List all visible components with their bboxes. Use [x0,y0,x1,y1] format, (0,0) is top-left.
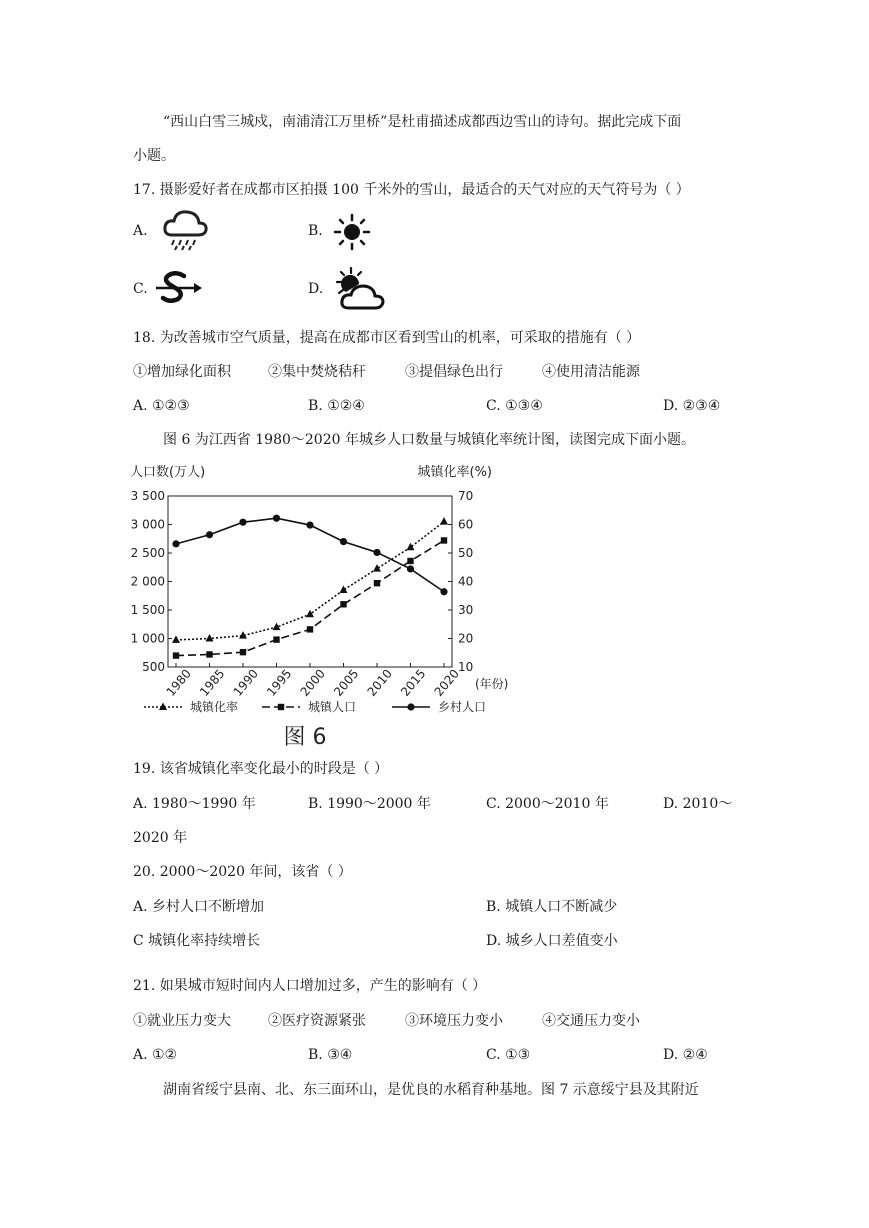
figure-caption: 图 6 [283,725,327,750]
q19-option-b: B. 1990～2000 年 [308,796,431,812]
q21-option-c: C. ①③ [486,1047,531,1063]
x-tick-label: 2005 [331,666,362,699]
series-circle-point [340,538,347,545]
x-tick-label: 1990 [230,666,261,699]
q17-option-b-label: B. [308,223,323,239]
q21-option-a: A. ①② [133,1047,178,1063]
series-triangle-point [172,635,180,643]
q19-option-d-wrap: 2020 年 [133,830,188,846]
series-square-point [374,580,380,586]
series-triangle-point [340,586,348,594]
series-square-point [340,601,346,607]
series-circle-point [440,588,447,595]
series-circle-point [407,565,414,572]
left-tick-label: 1 500 [130,603,165,617]
q21-item-3: ③环境压力变小 [405,1013,503,1029]
q20-option-c: C 城镇化率持续增长 [133,933,261,949]
passage-intro-continued: 小题。 [133,148,175,164]
right-tick-label: 10 [458,660,474,674]
q21-item-4: ④交通压力变小 [542,1013,640,1029]
question-21-stem: 21. 如果城市短时间内人口增加过多，产生的影响有（ ） [133,978,487,994]
q18-option-c: C. ①③④ [486,398,543,414]
q19-option-d: D. 2010～ [663,796,733,812]
sun-icon [333,213,371,251]
series-circle-point [172,540,179,547]
series-square-point [441,537,447,543]
series-square-point [240,649,246,655]
series-triangle-point [239,631,247,639]
question-18-stem: 18. 为改善城市空气质量，提高在成都市区看到雪山的机率，可采取的措施有（ ） [133,330,641,346]
right-tick-label: 70 [458,489,474,503]
legend-circle-label: 乡村人口 [438,700,487,714]
x-tick-label: 2010 [364,666,395,699]
right-tick-label: 20 [458,631,474,646]
series-triangle-point [407,543,415,551]
series-circle-point [273,515,280,522]
x-tick-label: 1980 [163,666,194,699]
q19-option-c: C. 2000～2010 年 [486,796,609,812]
rain-cloud-icon [162,207,210,251]
q21-option-b: B. ③④ [308,1047,353,1063]
right-tick-label: 50 [458,546,474,560]
right-tick-label: 60 [458,517,474,532]
q17-option-c-label: C. [133,281,148,297]
urbanization-chart [130,462,510,752]
series-square-point [273,636,279,642]
series-square-point [307,626,313,632]
passage-intro: “西山白雪三城戍，南浦清江万里桥”是杜甫描述成都西边雪山的诗句。据此完成下面 [163,114,682,130]
q19-option-a: A. 1980～1990 年 [133,796,256,812]
passage-figure-intro: 图 6 为江西省 1980～2020 年城乡人口数量与城镇化率统计图，读图完成下面小题。 [163,432,695,448]
q18-item-2: ②集中焚烧秸秆 [268,364,366,380]
series-circle-point [306,521,313,528]
sandstorm-icon [154,270,204,306]
passage-next-intro: 湖南省绥宁县南、北、东三面环山，是优良的水稻育种基地。图 7 示意绥宁县及其附近 [163,1082,699,1098]
question-19-stem: 19. 该省城镇化率变化最小的时段是（ ） [133,761,389,777]
q21-item-1: ①就业压力变大 [133,1013,231,1029]
x-tick-label: 1995 [264,666,295,699]
q18-option-a: A. ①②③ [133,398,190,414]
right-axis-label: 城镇化率(%) [417,465,492,480]
left-tick-label: 1 000 [130,631,165,646]
series-square-point [173,652,179,658]
partly-cloudy-icon [333,266,387,312]
series-triangle-line [176,522,444,640]
series-square-point [206,651,212,657]
question-17-stem: 17. 摄影爱好者在成都市区拍摄 100 千米外的雪山，最适合的天气对应的天气符号为（ ） [133,182,690,198]
x-axis-label: (年份) [475,677,509,691]
x-tick-label: 1985 [197,666,228,699]
left-axis-label: 人口数(万人) [130,465,206,480]
x-tick-label: 2015 [398,666,429,699]
question-20-stem: 20. 2000～2020 年间，该省（ ） [133,864,352,880]
left-tick-label: 2 000 [130,574,165,589]
legend-triangle-label: 城镇化率 [190,700,239,714]
left-tick-label: 500 [142,660,165,674]
left-tick-label: 3 000 [130,517,165,532]
q17-option-d-label: D. [308,281,324,297]
q20-option-b: B. 城镇人口不断减少 [486,899,618,915]
legend-circle-marker [407,703,414,710]
x-tick-label: 2020 [431,666,462,699]
q21-item-2: ②医疗资源紧张 [268,1013,366,1029]
series-circle-line [176,518,444,592]
series-circle-point [239,519,246,526]
series-circle-point [206,531,213,538]
x-tick-label: 2000 [297,666,328,699]
q18-item-3: ③提倡绿色出行 [405,364,503,380]
series-triangle-point [373,564,381,572]
series-triangle-point [306,610,314,618]
q18-option-d: D. ②③④ [663,398,721,414]
left-tick-label: 2 500 [130,546,165,560]
right-tick-label: 30 [458,603,474,617]
series-circle-point [373,549,380,556]
legend-square-marker [278,704,284,710]
right-tick-label: 40 [458,574,474,589]
q18-option-b: B. ①②④ [308,398,365,414]
q18-item-4: ④使用清洁能源 [542,364,640,380]
legend-square-label: 城镇人口 [308,700,357,714]
q20-option-a: A. 乡村人口不断增加 [133,899,265,915]
series-square-point [407,558,413,564]
series-triangle-point [440,517,448,525]
q18-item-1: ①增加绿化面积 [133,364,231,380]
q17-option-a-label: A. [133,223,148,239]
left-tick-label: 3 500 [130,489,165,503]
q21-option-d: D. ②④ [663,1047,708,1063]
q20-option-d: D. 城乡人口差值变小 [486,933,618,949]
